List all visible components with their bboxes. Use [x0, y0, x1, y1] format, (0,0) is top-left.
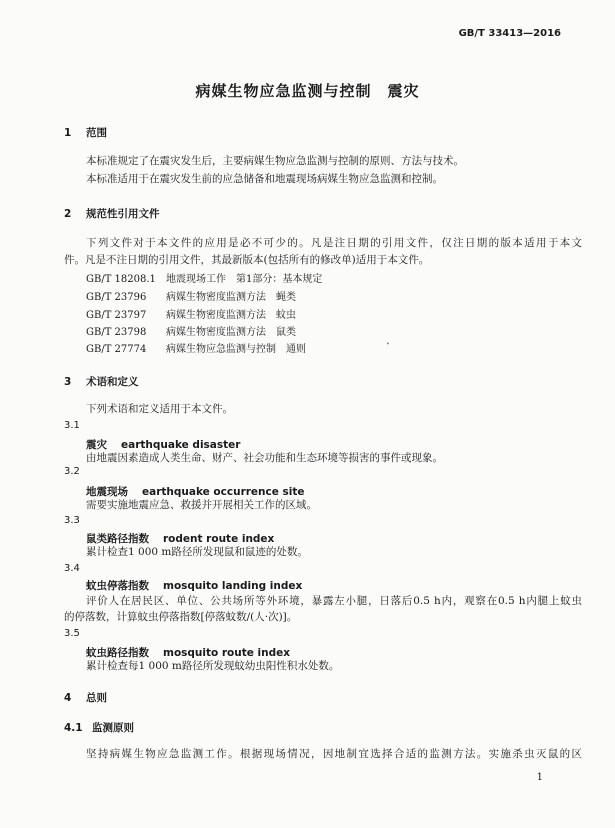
- term-heading: 蚊虫停落指数 mosquito landing index: [86, 580, 303, 592]
- term-heading: 震灾 earthquake disaster: [86, 439, 241, 451]
- term-definition: 需要实施地震应急、救援并开展相关工作的区域。: [86, 499, 317, 511]
- subsection-heading-4-1: 4.1 监测原则: [64, 722, 134, 734]
- paragraph: 下列术语和定义适用于本文件。: [86, 403, 233, 415]
- paragraph: 本标准适用于在震灾发生前的应急储备和地震现场病媒生物应急监测和控制。: [86, 173, 443, 185]
- term-number: 3.2: [64, 466, 80, 477]
- term-number: 3.4: [64, 563, 80, 574]
- paragraph: 件。凡是不注日期的引用文件，其最新版本(包括所有的修改单)适用于本文件。: [64, 254, 430, 266]
- reference-item: GB/T 18208.1 地震现场工作 第1部分：基本规定: [86, 274, 323, 285]
- section-heading-1: 1 范围: [64, 127, 107, 139]
- section-heading-4: 4 总则: [64, 692, 107, 704]
- reference-item: GB/T 23798 病媒生物密度监测方法 鼠类: [86, 327, 296, 338]
- stray-mark: •: [386, 341, 390, 348]
- term-definition: 的停落数，计算蚊虫停落指数[停落蚊数/(人·次)]。: [64, 611, 298, 623]
- reference-item: GB/T 23797 病媒生物密度监测方法 蚊虫: [86, 310, 296, 321]
- paragraph: 下列文件对于本文件的应用是必不可少的。凡是注日期的引用文件，仅注日期的版本适用于本文: [86, 237, 582, 249]
- term-number: 3.3: [64, 515, 80, 526]
- term-heading: 鼠类路径指数 rodent route index: [86, 533, 275, 545]
- section-heading-3: 3 术语和定义: [64, 376, 139, 388]
- reference-item: GB/T 23796 病媒生物密度监测方法 蝇类: [86, 292, 296, 303]
- reference-item: GB/T 27774 病媒生物应急监测与控制 通则: [86, 344, 306, 355]
- section-heading-2: 2 规范性引用文件: [64, 208, 160, 220]
- term-number: 3.1: [64, 420, 80, 431]
- page-number: 1: [536, 772, 543, 783]
- page-title: 病媒生物应急监测与控制 震灾: [195, 82, 420, 100]
- paragraph: 本标准规定了在震灾发生后，主要病媒生物应急监测与控制的原则、方法与技术。: [86, 155, 464, 167]
- term-heading: 地震现场 earthquake occurrence site: [86, 486, 305, 498]
- term-definition: 评价人在居民区、单位、公共场所等外环境，暴露左小腿，日落后0.5 h内，观察在0.5 h内腿上蚊虫: [86, 595, 582, 607]
- term-definition: 累计检查1 000 m路径所发现鼠和鼠迹的处数。: [86, 546, 308, 558]
- term-definition: 由地震因素造成人类生命、财产、社会功能和生态环境等损害的事件或现象。: [86, 452, 443, 464]
- standard-id: GB/T 33413—2016: [458, 28, 561, 39]
- paragraph: 坚持病媒生物应急监测工作。根据现场情况，因地制宜选择合适的监测方法。实施杀虫灭鼠的区: [86, 748, 582, 760]
- term-number: 3.5: [64, 628, 80, 639]
- term-definition: 累计检查每1 000 m路径所发现蚊幼虫阳性积水处数。: [86, 660, 340, 672]
- term-heading: 蚊虫路径指数 mosquito route index: [86, 647, 291, 659]
